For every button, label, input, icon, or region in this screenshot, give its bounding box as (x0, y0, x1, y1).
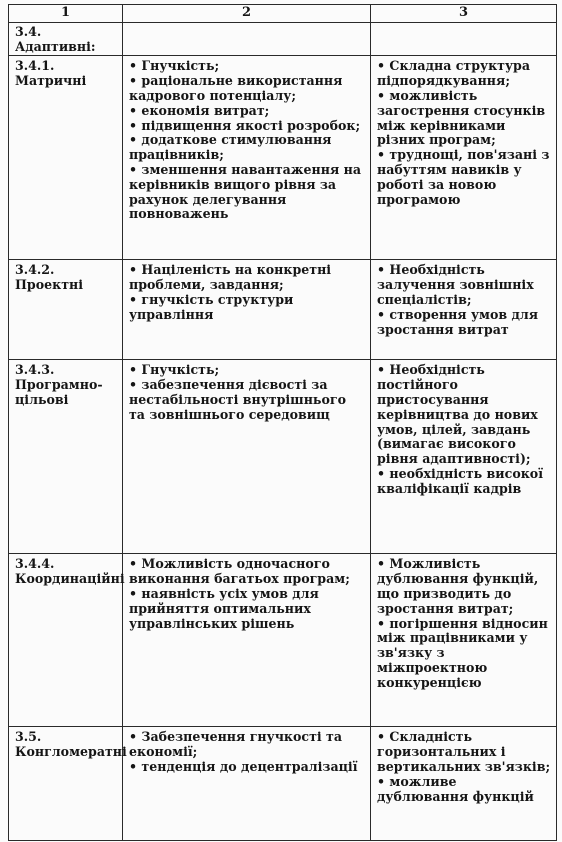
column-header-3: 3 (371, 5, 557, 23)
advantages-cell (123, 56, 371, 260)
section-empty-cell (123, 22, 371, 56)
table-row (9, 56, 557, 260)
disadvantages-cell (371, 727, 557, 841)
section-row (9, 22, 557, 56)
bullet-item: • Необхідність постійного пристосування керівництва до нових умов, цілей, завдань (вимагає високого рівня адаптивності); (377, 362, 538, 467)
bullet-item: • Можливість одночасного виконання багатьох програм; (129, 556, 350, 587)
table-row (9, 260, 557, 360)
structure-name: 3.4.1. Матричні (9, 56, 123, 260)
disadvantages-cell (371, 56, 557, 260)
disadvantages-cell (371, 260, 557, 360)
bullet-item: • гнучкість структури управління (129, 291, 294, 322)
bullet-item: • Складна структура підпорядкування; (377, 58, 531, 89)
bullet-item: • Гнучкість; (129, 362, 220, 378)
bullet-item: • створення умов для зростання витрат (377, 306, 539, 337)
table-row (9, 360, 557, 554)
structure-name: 3.4.4. Координаційні (9, 554, 123, 727)
advantages-cell (123, 360, 371, 554)
structure-name: 3.5. Конгломератні (9, 727, 123, 841)
section-empty-cell (371, 22, 557, 56)
bullet-item: • необхідність високої кваліфікації кадрів (377, 465, 543, 496)
bullet-item: • Можливість дублювання функцій, що призводить до зростання витрат; (377, 556, 539, 616)
bullet-item: • труднощі, пов'язані з набуттям навиків у роботі за новою програмою (377, 147, 550, 207)
bullet-item: • підвищення якості розробок; (129, 117, 361, 133)
header-row (9, 5, 557, 23)
column-header-2: 2 (123, 5, 371, 23)
bullet-item: • можливість загострення стосунків між керівниками різних програм; (377, 87, 546, 148)
bullet-item: • погіршення відносин між працівниками у зв'язку з міжпроектною конкуренцією (377, 615, 548, 690)
advantages-cell (123, 727, 371, 841)
bullet-item: • забезпечення дієвості за нестабільності внутрішнього та зовнішнього середовищ (129, 377, 346, 422)
comparison-table (8, 4, 557, 841)
bullet-item: • наявність усіх умов для прийняття оптимальних управлінських рішень (129, 585, 319, 631)
bullet-item: • раціональне використання кадрового потенціалу; (129, 73, 343, 103)
structure-name: 3.4.3. Програмно-цільові (9, 360, 123, 554)
structure-name: 3.4.2. Проектні (9, 260, 123, 360)
bullet-item: • Забезпечення гнучкості та економії; (129, 729, 343, 760)
bullet-item: • додаткове стимулювання працівників; (129, 132, 332, 163)
bullet-item: • економія витрат; (129, 102, 270, 118)
disadvantages-cell (371, 554, 557, 727)
bullet-item: • Гнучкість; (129, 58, 220, 74)
column-header-1: 1 (9, 5, 123, 23)
bullet-item: • зменшення навантаження на керівників вищого рівня за рахунок делегування повноважень (129, 161, 362, 222)
advantages-cell (123, 260, 371, 360)
bullet-item: • тенденція до децентралізації (129, 758, 358, 774)
advantages-cell (123, 554, 371, 727)
table-row (9, 554, 557, 727)
bullet-item: • Націленість на конкретні проблеми, завдання; (129, 262, 332, 293)
disadvantages-cell (371, 360, 557, 554)
section-title: 3.4. Адаптивні: (9, 22, 123, 56)
bullet-item: • Необхідність залучення зовнішніх спеціалістів; (377, 262, 534, 307)
bullet-item: • Складність горизонтальних і вертикальних зв'язків; (377, 729, 551, 774)
table-row (9, 727, 557, 841)
bullet-item: • можливе дублювання функцій (377, 773, 534, 804)
